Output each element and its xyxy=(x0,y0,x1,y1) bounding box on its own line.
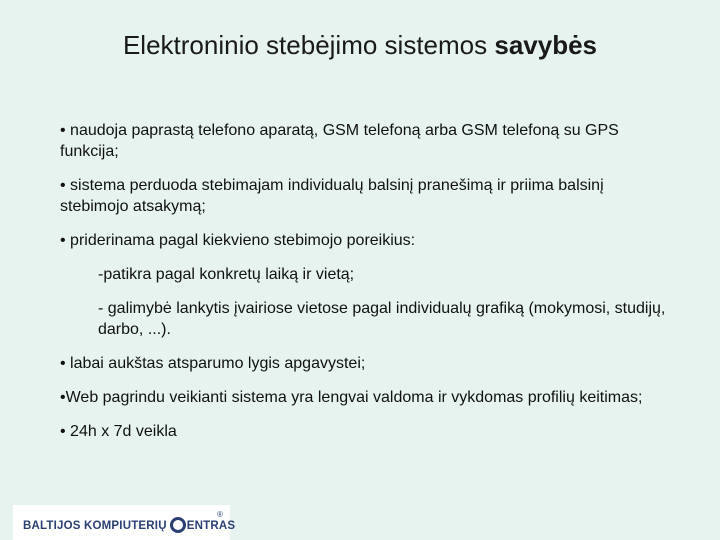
logo-text-part2: ENTRAS xyxy=(186,520,236,532)
page-title xyxy=(0,30,720,61)
registered-mark: ® xyxy=(217,510,223,519)
logo-ring-icon xyxy=(170,517,186,533)
list-item: •Web pagrindu veikianti sistema yra lengvai valdoma ir vykdomas profilių keitimas; xyxy=(60,389,643,406)
company-logo xyxy=(13,505,236,540)
title-bold: savybės xyxy=(494,30,598,60)
sub-list-item: -patikra pagal konkretų laiką ir vietą; xyxy=(98,266,355,283)
list-item: • priderinama pagal kiekvieno stebimojo poreikius: xyxy=(60,232,416,249)
list-item: • 24h x 7d veikla xyxy=(60,423,177,440)
sub-list-item: - galimybė lankytis įvairiose vietose pagal individualų grafiką (mokymosi, studijų, darbo, ...). xyxy=(98,300,666,338)
list-item: • sistema perduoda stebimajam individualų balsinį pranešimą ir priima balsinį stebimojo atsakymą; xyxy=(60,177,604,215)
list-item: • labai aukštas atsparumo lygis apgavystei; xyxy=(60,355,366,372)
title-normal: Elektroninio stebėjimo sistemos xyxy=(122,30,495,60)
feature-list xyxy=(60,120,670,455)
logo-text xyxy=(23,517,235,533)
list-item: • naudoja paprastą telefono aparatą, GSM telefoną arba GSM telefoną su GPS funkcija; xyxy=(60,122,619,160)
logo-text-part1: BALTIJOS KOMPIUTERIŲ xyxy=(23,520,167,532)
